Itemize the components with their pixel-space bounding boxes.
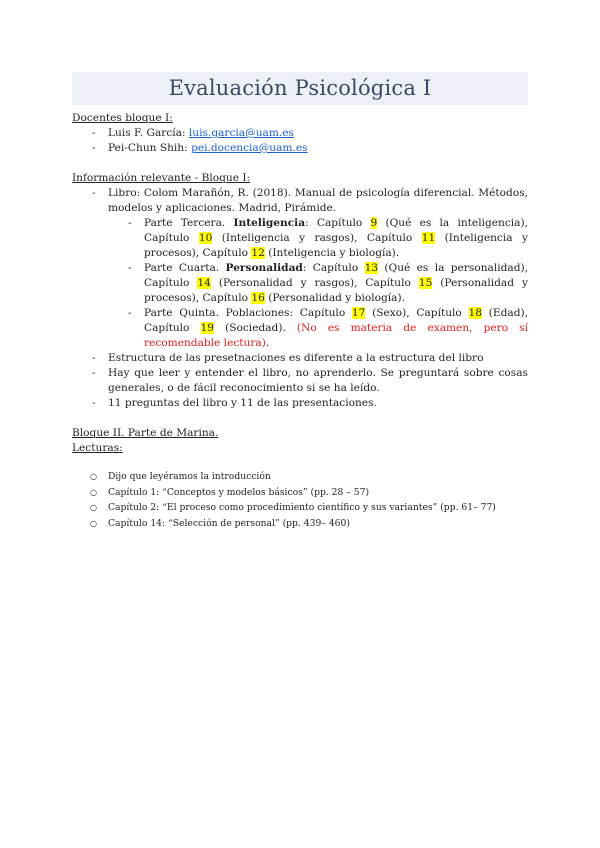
page-title: Evaluación Psicológica I: [168, 76, 432, 100]
page: [72, 72, 528, 531]
chapter-number: 19: [200, 322, 215, 334]
chapter-number: 12: [251, 247, 265, 259]
docentes-heading: Docentes bloque I:: [72, 112, 173, 124]
lectura-text: Dijo que leyéramos la introducción: [108, 471, 271, 482]
chapter-number: 18: [468, 307, 483, 319]
chapter-number: 11: [421, 232, 436, 244]
partes-list: [72, 216, 528, 351]
lectura-item: [72, 516, 528, 532]
exam-note: (No es materia de examen, pero sí recomendable lectura): [144, 322, 528, 349]
parte-text: (Sociedad).: [214, 322, 297, 334]
chapter-number: 16: [251, 292, 265, 304]
parte-text: (Inteligencia y rasgos), Capítulo: [212, 232, 422, 244]
parte-text: (Inteligencia y procesos), Capítulo: [144, 232, 528, 259]
parte-text: (Sexo), Capítulo: [365, 307, 469, 319]
parte-text: : Capítulo: [302, 262, 365, 274]
circle-bullet-icon: ○: [90, 472, 97, 481]
parte-topic: Personalidad: [225, 262, 303, 274]
circle-bullet-icon: ○: [90, 518, 97, 528]
parte-text: (Personalidad y rasgos), Capítulo: [210, 277, 419, 289]
note-item: - Estructura de las presetnaciones es diferente a la estructura del libro: [92, 352, 484, 364]
parte-text: (Edad), Capítulo: [144, 307, 528, 334]
lecturas-heading: Lecturas:: [72, 442, 123, 454]
info-heading: Información relevante - Bloque I:: [72, 172, 251, 184]
lectura-text: Capítulo 14: “Selección de personal” (pp. 439– 460): [108, 517, 350, 529]
parte-topic: Inteligencia: [233, 217, 306, 229]
docente-email-link[interactable]: luis.garcia@uam.es: [188, 127, 294, 139]
note-text: 11 preguntas del libro y 11 de las presentaciones.: [108, 397, 377, 409]
docente-item: - Pei-Chun Shih: pei.docencia@uam.es: [92, 142, 308, 154]
docente-email-link[interactable]: pei.docencia@uam.es: [191, 142, 308, 154]
note-text: Estructura de las presetnaciones es diferente a la estructura del libro: [108, 352, 484, 364]
circle-bullet-icon: ○: [90, 503, 97, 512]
libro-text: Libro: Colom Marañón, R. (2018). Manual de psicología diferencial. Métodos, modelos y aplicaciones. Madrid, Pirámide.: [108, 187, 528, 214]
docente-name: Pei-Chun Shih:: [108, 142, 188, 154]
chapter-number: 13: [364, 262, 379, 274]
title-banner: [72, 72, 528, 105]
parte-item: - Parte Quinta. Poblaciones: Capítulo 17 (Sexo), Capítulo 18 (Edad), Capítulo 19 (Sociedad). (No es materia de examen, pero sí recomendable lectura).: [128, 307, 528, 349]
chapter-number: 10: [198, 232, 213, 244]
chapter-number: 14: [197, 277, 211, 289]
parte-label: Parte Tercera.: [144, 217, 234, 229]
lectura-item: [72, 485, 528, 501]
parte-text: : Capítulo: [305, 217, 371, 229]
parte-text: (Inteligencia y biología).: [264, 247, 400, 259]
note-item: - 11 preguntas del libro y 11 de las presentaciones.: [92, 397, 377, 409]
lectura-item: [72, 469, 528, 485]
chapter-number: 15: [418, 277, 433, 289]
bloque2-heading: Bloque II. Parte de Marina.: [72, 427, 219, 439]
parte-item: - Parte Tercera. Inteligencia: Capítulo 9 (Qué es la inteligencia), Capítulo 10 (Inteligencia y rasgos), Capítulo 11 (Inteligencia y procesos), Capítulo 12 (Inteligencia y biología).: [128, 217, 528, 259]
parte-text: (Qué es la personalidad), Capítulo: [144, 262, 528, 289]
libro-item: - Libro: Colom Marañón, R. (2018). Manual de psicología diferencial. Métodos, modelos y aplicaciones. Madrid, Pirámide.: [92, 187, 528, 214]
parte-text: .: [265, 337, 270, 349]
parte-label: Parte Quinta. Poblaciones: [144, 307, 290, 319]
parte-text: (Personalidad y procesos), Capítulo: [144, 277, 528, 304]
lectura-item: [72, 500, 528, 516]
parte-text: (Personalidad y biología).: [264, 292, 405, 304]
docente-item: - Luis F. García: luis.garcia@uam.es: [92, 127, 294, 139]
parte-text: : Capítulo: [289, 307, 352, 319]
docente-name: Luis F. García:: [108, 127, 186, 139]
note-item: - Hay que leer y entender el libro, no aprenderlo. Se preguntará sobre cosas generales, o de fácil reconocimiento si se ha leído.: [92, 367, 528, 394]
circle-bullet-icon: ○: [90, 487, 97, 497]
lectura-text: Capítulo 2: “El proceso como procedimiento científico y sus variantes” (pp. 61– 77): [108, 502, 496, 513]
lectura-text: Capítulo 1: “Conceptos y modelos básicos” (pp. 28 – 57): [108, 486, 370, 498]
chapter-number: 9: [370, 217, 378, 229]
parte-text: (Qué es la inteligencia), Capítulo: [144, 217, 528, 244]
note-text: Hay que leer y entender el libro, no aprenderlo. Se preguntará sobre cosas generales, o de fácil reconocimiento si se ha leído.: [108, 367, 528, 394]
chapter-number: 17: [351, 307, 366, 319]
parte-label: Parte Cuarta.: [144, 262, 226, 274]
parte-item: - Parte Cuarta. Personalidad: Capítulo 13 (Qué es la personalidad), Capítulo 14 (Personalidad y rasgos), Capítulo 15 (Personalidad y procesos), Capítulo 16 (Personalidad y biología).: [128, 262, 528, 304]
